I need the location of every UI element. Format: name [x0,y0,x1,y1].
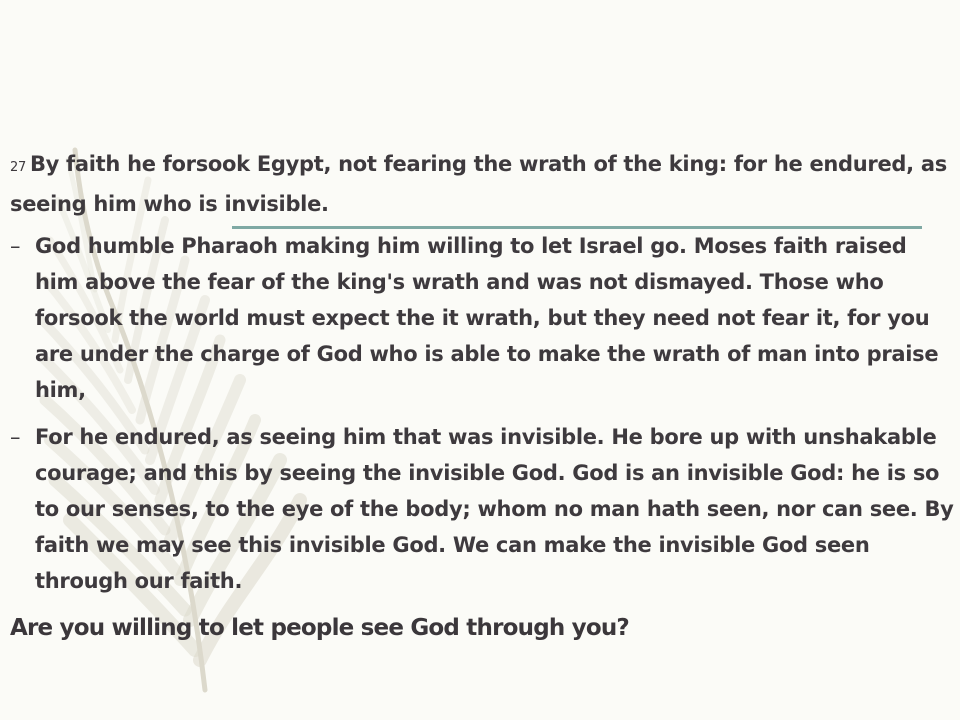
bullet-item [10,419,955,599]
bullet-text: For he endured, as seeing him that was invisible. He bore up with unshakable courage; and this by seeing the invisible God. God is an invisible God: he is so to our senses, to the eye of the body; whom no man hath seen, nor can see. By faith we may see this invisible God. We can make the invisible God seen through our faith. [35,425,954,593]
slide-body [10,146,955,646]
verse-paragraph [10,146,955,222]
verse-text: By faith he forsook Egypt, not fearing the wrath of the king: for he endured, as seeing him who is invisible. [10,152,947,216]
bullet-text: God humble Pharaoh making him willing to let Israel go. Moses faith raised him above the fear of the king's wrath and was not dismayed. Those who forsook the world must expect the it wrath, but they need not fear it, for you are under the charge of God who is able to make the wrath of man into praise him, [35,234,939,402]
bullet-list [10,228,955,599]
closing-question: Are you willing to let people see God through you? [10,615,629,641]
bullet-dash: – [10,425,21,449]
bullet-item [10,228,955,408]
verse-number: 27 [10,160,26,175]
bullet-dash: – [10,234,21,258]
